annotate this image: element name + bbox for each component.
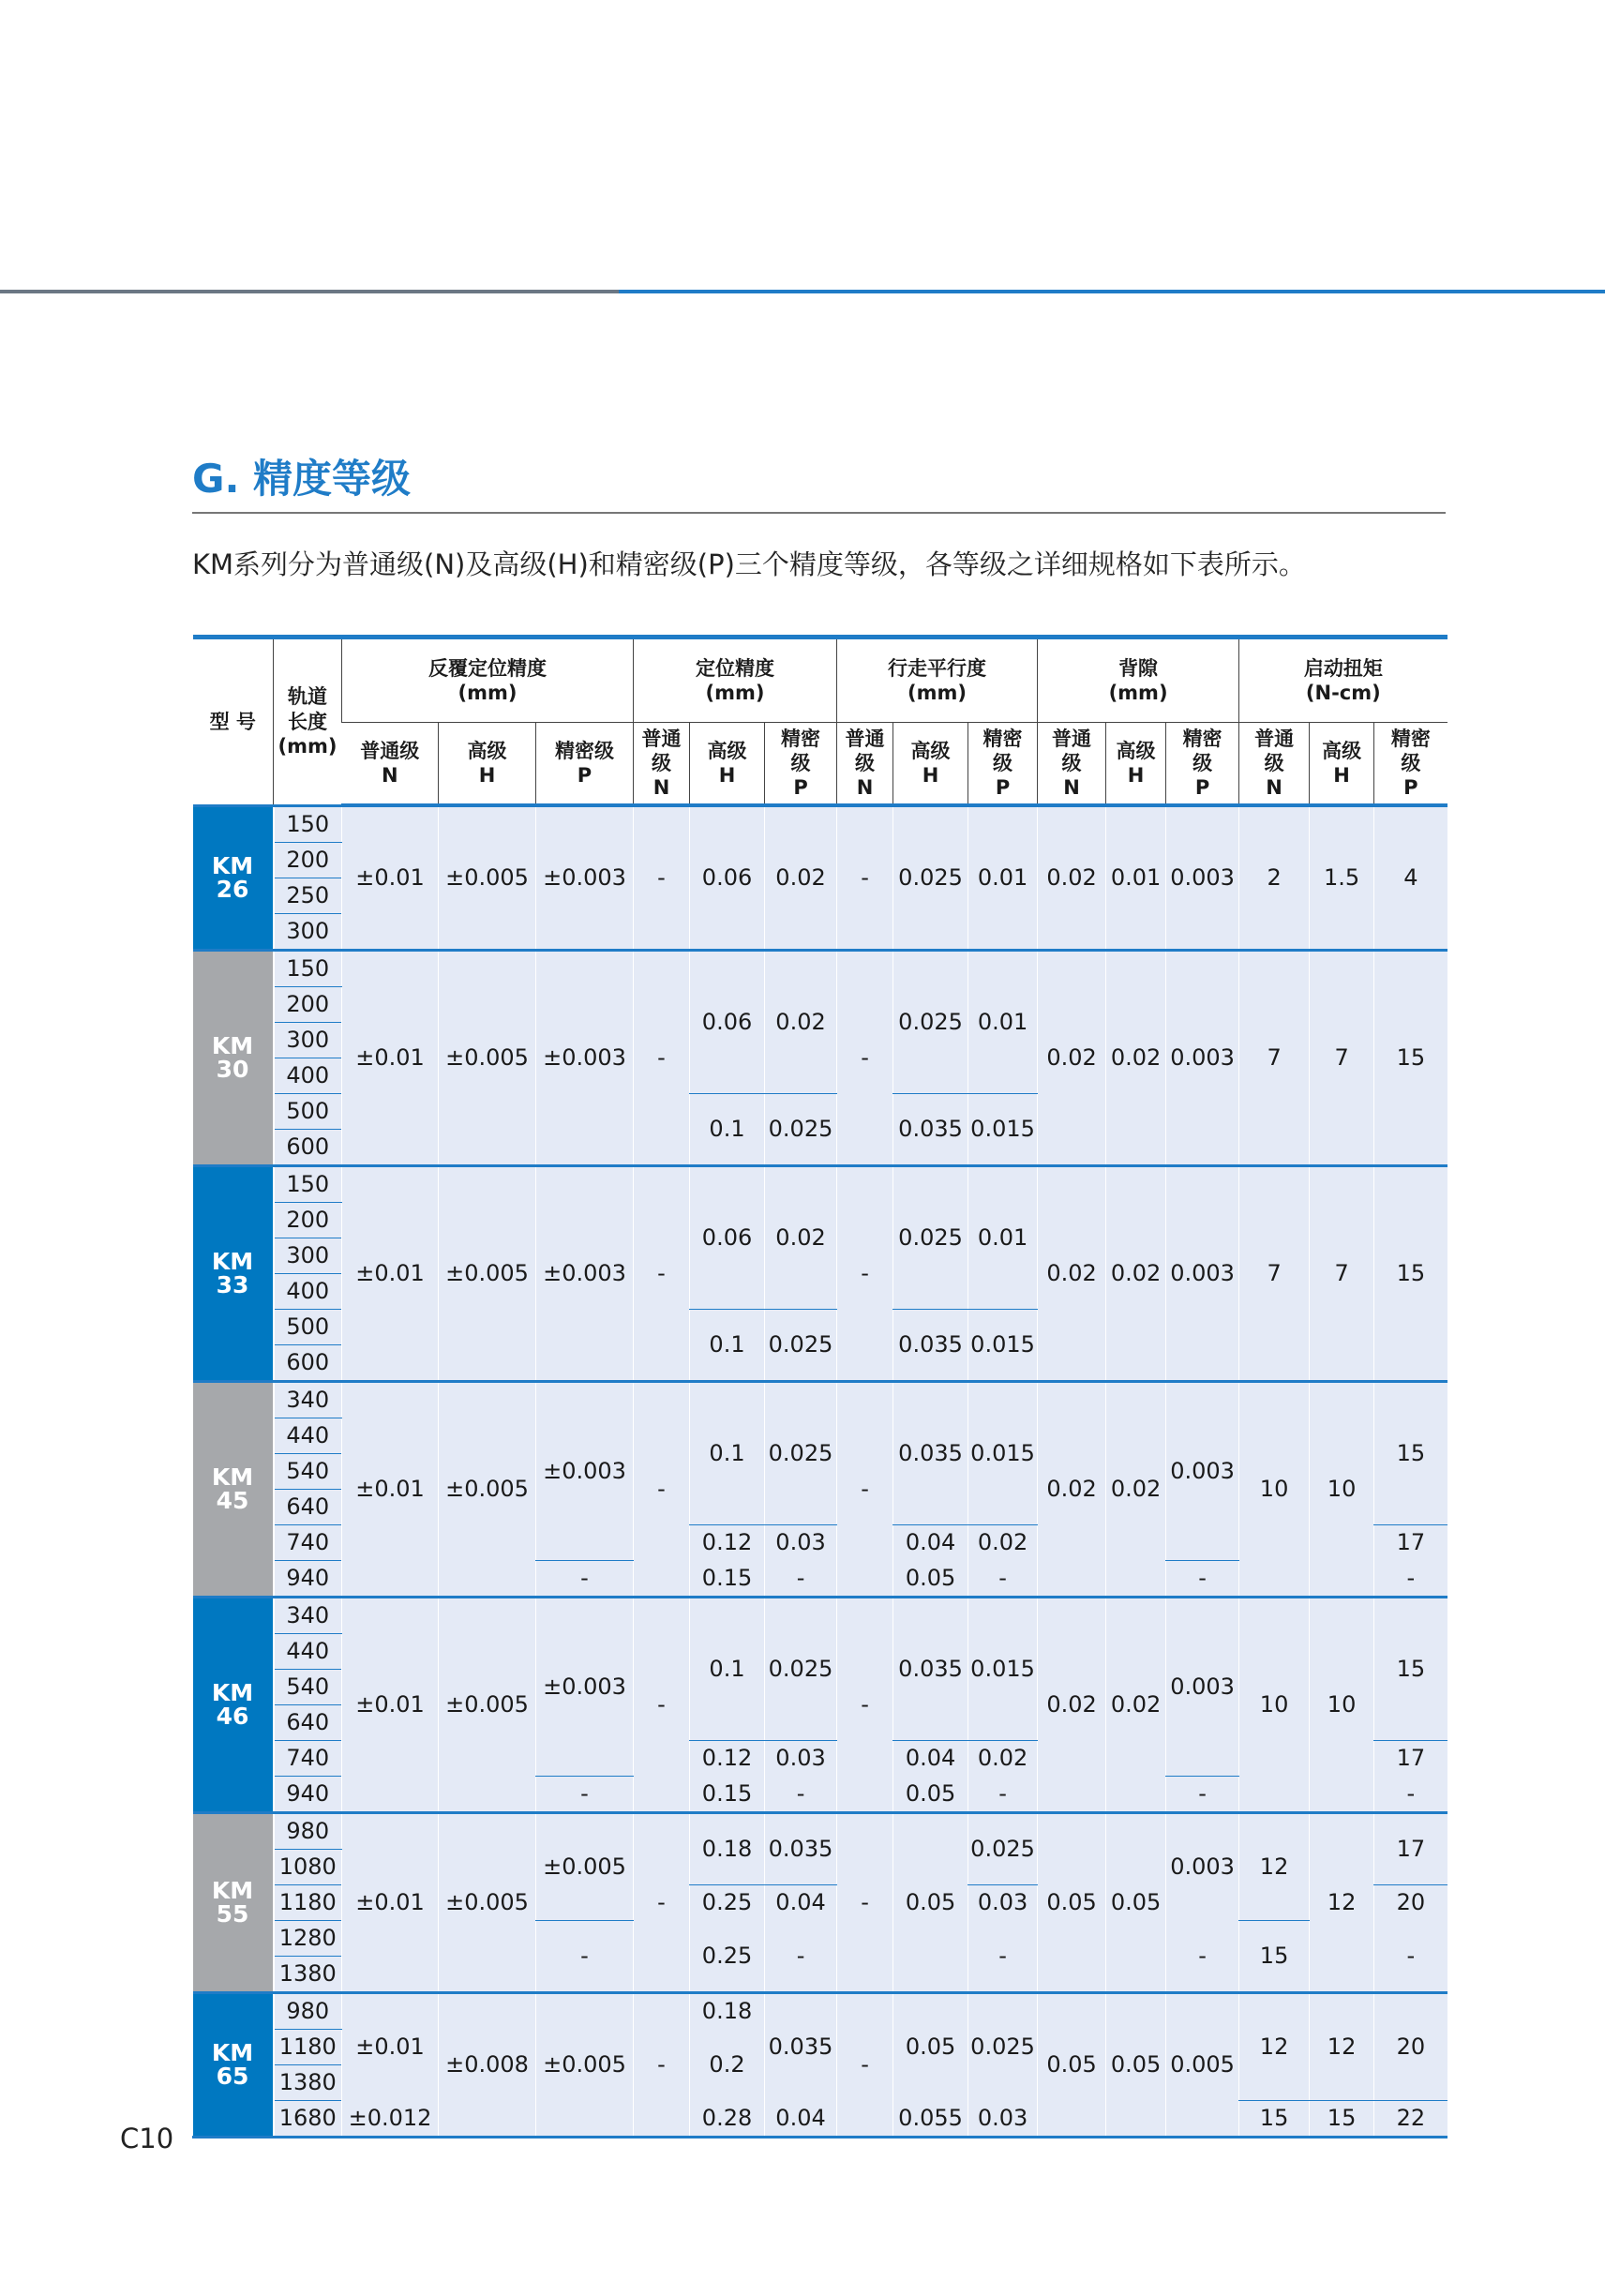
spec-cell: 0.025: [765, 1597, 837, 1740]
spec-cell: 0.035: [765, 1812, 837, 1884]
table-row: [193, 805, 1448, 842]
rail-length-cell: 980: [274, 1992, 342, 2029]
spec-cell: 7: [1239, 950, 1310, 1165]
spec-cell: 0.02: [765, 805, 837, 950]
spec-cell: -: [536, 1920, 634, 1992]
spec-cell: 0.003: [1166, 1812, 1239, 1920]
spec-cell: ±0.01: [342, 805, 439, 950]
rail-length-cell: 540: [274, 1669, 342, 1704]
spec-cell: ±0.003: [536, 950, 634, 1165]
spec-cell: ±0.005: [439, 1597, 536, 1812]
spec-cell: 0.05: [893, 1812, 968, 1992]
table-row: [193, 2100, 1448, 2137]
spec-cell: 0.015: [968, 1597, 1038, 1740]
spec-cell: -: [536, 1776, 634, 1812]
spec-cell: 15: [1374, 950, 1448, 1165]
spec-cell: -: [837, 1381, 893, 1597]
spec-cell: 0.12: [690, 1524, 765, 1560]
rail-length-cell: 250: [274, 878, 342, 913]
model-label: KM 46: [193, 1597, 274, 1812]
header-parallel-p: 精密 级 P: [968, 723, 1038, 806]
rail-length-cell: 300: [274, 1022, 342, 1058]
table-row: [193, 950, 1448, 986]
spec-cell: 0.02: [1106, 1597, 1166, 1812]
accuracy-table: [192, 635, 1448, 2138]
spec-cell: 12: [1310, 1992, 1374, 2100]
spec-cell: 0.035: [765, 1992, 837, 2100]
rail-length-cell: 200: [274, 986, 342, 1022]
rail-length-cell: 1180: [274, 2029, 342, 2064]
spec-cell: 7: [1239, 1165, 1310, 1381]
spec-cell: -: [765, 1560, 837, 1597]
rail-length-cell: 300: [274, 1238, 342, 1273]
spec-cell: ±0.005: [439, 950, 536, 1165]
spec-cell: -: [968, 1560, 1038, 1597]
spec-cell: -: [837, 1992, 893, 2137]
spec-cell: 10: [1239, 1597, 1310, 1812]
spec-cell: 0.02: [1038, 1381, 1106, 1597]
spec-cell: ±0.01: [342, 950, 439, 1165]
spec-cell: 0.02: [765, 1165, 837, 1309]
spec-cell: -: [765, 1920, 837, 1992]
spec-cell: -: [1166, 1776, 1239, 1812]
model-label: KM 65: [193, 1992, 274, 2137]
spec-cell: -: [1374, 1560, 1448, 1597]
spec-cell: 0.035: [893, 1381, 968, 1524]
spec-cell: ±0.01: [342, 1597, 439, 1812]
spec-cell: -: [837, 1597, 893, 1812]
rail-length-cell: 1380: [274, 2064, 342, 2100]
spec-cell: 0.25: [690, 1920, 765, 1992]
header-parallel: 行走平行度 (mm): [837, 638, 1038, 723]
model-label: KM 45: [193, 1381, 274, 1597]
spec-cell: 0.005: [1166, 1992, 1239, 2137]
spec-cell: ±0.003: [536, 805, 634, 950]
header-parallel-h: 高级 H: [893, 723, 968, 806]
header-backlash-n: 普通 级 N: [1038, 723, 1106, 806]
spec-cell: 0.025: [765, 1381, 837, 1524]
spec-cell: ±0.005: [439, 1165, 536, 1381]
spec-cell: 15: [1374, 1381, 1448, 1524]
spec-cell: ±0.01: [342, 1812, 439, 1992]
spec-cell: ±0.01: [342, 1992, 439, 2100]
spec-cell: ±0.005: [439, 1812, 536, 1992]
spec-cell: 0.1: [690, 1093, 765, 1165]
spec-cell: 0.15: [690, 1776, 765, 1812]
header-torque-n: 普通 级 N: [1239, 723, 1310, 806]
spec-cell: 15: [1239, 1920, 1310, 1992]
spec-cell: 0.18: [690, 1992, 765, 2029]
spec-cell: 2: [1239, 805, 1310, 950]
header-position-h: 高级 H: [690, 723, 765, 806]
spec-cell: 0.15: [690, 1560, 765, 1597]
spec-cell: 12: [1239, 1992, 1310, 2100]
header-position: 定位精度 (mm): [634, 638, 837, 723]
rail-length-cell: 340: [274, 1597, 342, 1633]
spec-cell: 0.015: [968, 1093, 1038, 1165]
spec-cell: 0.1: [690, 1309, 765, 1381]
rail-length-cell: 740: [274, 1524, 342, 1560]
model-label: KM 33: [193, 1165, 274, 1381]
spec-cell: -: [536, 1560, 634, 1597]
spec-cell: 0.04: [765, 2100, 837, 2137]
spec-cell: 0.05: [893, 1992, 968, 2100]
spec-cell: 0.003: [1166, 1165, 1239, 1381]
spec-cell: 0.003: [1166, 950, 1239, 1165]
page-number: C10: [120, 2123, 174, 2154]
header-backlash-p: 精密 级 P: [1166, 723, 1239, 806]
table-row: [193, 1992, 1448, 2029]
spec-cell: 15: [1374, 1165, 1448, 1381]
section-title: G. 精度等级: [192, 456, 412, 502]
spec-cell: -: [837, 1812, 893, 1992]
spec-cell: -: [1166, 1560, 1239, 1597]
spec-cell: 15: [1374, 1597, 1448, 1740]
header-model: 型 号: [193, 638, 274, 806]
spec-cell: 10: [1310, 1381, 1374, 1597]
spec-cell: 0.025: [765, 1309, 837, 1381]
spec-cell: 0.28: [690, 2100, 765, 2137]
spec-cell: 0.01: [968, 805, 1038, 950]
rail-length-cell: 200: [274, 842, 342, 878]
rail-length-cell: 600: [274, 1129, 342, 1165]
rail-length-cell: 440: [274, 1418, 342, 1453]
spec-cell: 0.003: [1166, 1597, 1239, 1776]
title-rule: [192, 512, 1446, 514]
spec-cell: ±0.005: [439, 1381, 536, 1597]
spec-cell: 0.025: [968, 1812, 1038, 1884]
header-repeat-h: 高级 H: [439, 723, 536, 806]
spec-cell: 0.06: [690, 805, 765, 950]
rail-length-cell: 150: [274, 1165, 342, 1202]
spec-cell: 0.05: [1038, 1812, 1106, 1992]
spec-cell: -: [1374, 1920, 1448, 1992]
rail-length-cell: 1380: [274, 1956, 342, 1992]
spec-cell: 0.02: [1038, 805, 1106, 950]
spec-cell: 12: [1310, 1812, 1374, 1992]
table-row: [193, 1165, 1448, 1202]
rail-length-cell: 740: [274, 1740, 342, 1776]
spec-cell: -: [634, 1165, 690, 1381]
rail-length-cell: 640: [274, 1489, 342, 1524]
rail-length-cell: 1680: [274, 2100, 342, 2137]
spec-cell: ±0.005: [439, 805, 536, 950]
spec-cell: 0.04: [765, 1884, 837, 1920]
header-position-n: 普通 级 N: [634, 723, 690, 806]
spec-cell: 1.5: [1310, 805, 1374, 950]
spec-cell: 0.02: [1038, 1165, 1106, 1381]
spec-cell: 0.1: [690, 1597, 765, 1740]
spec-cell: 0.04: [893, 1524, 968, 1560]
header-repeat-p: 精密级 P: [536, 723, 634, 806]
header-rail-length: 轨道 长度 (mm): [274, 638, 342, 806]
spec-cell: 0.12: [690, 1740, 765, 1776]
spec-cell: ±0.003: [536, 1381, 634, 1560]
spec-cell: 0.025: [968, 1992, 1038, 2100]
table-row: [193, 1381, 1448, 1418]
spec-cell: 0.02: [1106, 1381, 1166, 1597]
header-backlash-h: 高级 H: [1106, 723, 1166, 806]
spec-cell: 0.02: [1106, 950, 1166, 1165]
rail-length-cell: 1080: [274, 1849, 342, 1884]
spec-cell: ±0.01: [342, 1165, 439, 1381]
spec-cell: 0.025: [893, 950, 968, 1093]
spec-cell: ±0.005: [536, 1992, 634, 2137]
spec-cell: -: [1166, 1920, 1239, 1992]
spec-cell: 10: [1239, 1381, 1310, 1597]
spec-cell: -: [634, 805, 690, 950]
spec-cell: 0.1: [690, 1381, 765, 1524]
header-parallel-n: 普通 级 N: [837, 723, 893, 806]
spec-cell: 15: [1310, 2100, 1374, 2137]
spec-cell: 20: [1374, 1992, 1448, 2100]
spec-cell: 0.035: [893, 1093, 968, 1165]
table-body: [193, 805, 1448, 2138]
model-label: KM 26: [193, 805, 274, 950]
rail-length-cell: 1280: [274, 1920, 342, 1956]
rail-length-cell: 600: [274, 1344, 342, 1381]
rail-length-cell: 300: [274, 913, 342, 950]
spec-cell: -: [634, 1381, 690, 1597]
spec-cell: 4: [1374, 805, 1448, 950]
rail-length-cell: 1180: [274, 1884, 342, 1920]
spec-cell: 0.025: [893, 1165, 968, 1309]
header-backlash: 背隙 (mm): [1038, 638, 1239, 723]
spec-cell: 7: [1310, 1165, 1374, 1381]
rail-length-cell: 640: [274, 1704, 342, 1740]
header-position-p: 精密 级 P: [765, 723, 837, 806]
spec-cell: 0.01: [968, 950, 1038, 1093]
model-label: KM 30: [193, 950, 274, 1165]
spec-cell: ±0.01: [342, 1381, 439, 1597]
spec-cell: 0.01: [968, 1165, 1038, 1309]
spec-cell: -: [634, 1992, 690, 2137]
spec-cell: -: [765, 1776, 837, 1812]
spec-cell: 0.02: [968, 1524, 1038, 1560]
rail-length-cell: 150: [274, 805, 342, 842]
spec-cell: 0.055: [893, 2100, 968, 2137]
spec-cell: -: [968, 1776, 1038, 1812]
header-repeat-n: 普通级 N: [342, 723, 439, 806]
spec-cell: 17: [1374, 1812, 1448, 1884]
spec-cell: 0.035: [893, 1309, 968, 1381]
rail-length-cell: 400: [274, 1273, 342, 1309]
rail-length-cell: 340: [274, 1381, 342, 1418]
spec-cell: 0.2: [690, 2029, 765, 2100]
spec-cell: 0.06: [690, 1165, 765, 1309]
rail-length-cell: 440: [274, 1633, 342, 1669]
spec-cell: 0.035: [893, 1597, 968, 1740]
rail-length-cell: 940: [274, 1776, 342, 1812]
spec-cell: 0.05: [1038, 1992, 1106, 2137]
spec-cell: 0.025: [765, 1093, 837, 1165]
spec-cell: 0.03: [968, 1884, 1038, 1920]
spec-cell: 0.05: [893, 1776, 968, 1812]
spec-cell: 0.02: [968, 1740, 1038, 1776]
model-label: KM 55: [193, 1812, 274, 1992]
spec-cell: 0.02: [1038, 1597, 1106, 1812]
spec-cell: 12: [1239, 1812, 1310, 1920]
spec-cell: 0.01: [1106, 805, 1166, 950]
rail-length-cell: 150: [274, 950, 342, 986]
spec-cell: 20: [1374, 1884, 1448, 1920]
spec-cell: 15: [1239, 2100, 1310, 2137]
spec-cell: -: [634, 1812, 690, 1992]
rail-length-cell: 540: [274, 1453, 342, 1489]
spec-cell: 0.05: [1106, 1992, 1166, 2137]
intro-text: KM系列分为普通级(N)及高级(H)和精密级(P)三个精度等级，各等级之详细规格如下表所示。: [192, 548, 1306, 580]
top-divider: [0, 290, 1605, 293]
header-torque: 启动扭矩 (N-cm): [1239, 638, 1448, 723]
spec-cell: 0.015: [968, 1309, 1038, 1381]
spec-cell: -: [837, 950, 893, 1165]
rail-length-cell: 500: [274, 1309, 342, 1344]
spec-cell: 0.003: [1166, 805, 1239, 950]
header-torque-h: 高级 H: [1310, 723, 1374, 806]
spec-cell: 22: [1374, 2100, 1448, 2137]
rail-length-cell: 940: [274, 1560, 342, 1597]
spec-cell: 0.25: [690, 1884, 765, 1920]
spec-cell: 0.03: [968, 2100, 1038, 2137]
spec-cell: 0.05: [893, 1560, 968, 1597]
table-row: [193, 1597, 1448, 1633]
spec-cell: ±0.008: [439, 1992, 536, 2137]
rail-length-cell: 980: [274, 1812, 342, 1849]
header-repeat: 反覆定位精度 (mm): [342, 638, 634, 723]
spec-cell: 0.015: [968, 1381, 1038, 1524]
spec-cell: 0.025: [893, 805, 968, 950]
spec-cell: -: [837, 805, 893, 950]
spec-cell: 0.18: [690, 1812, 765, 1884]
spec-cell: 0.02: [1106, 1165, 1166, 1381]
spec-cell: -: [634, 950, 690, 1165]
spec-cell: ±0.003: [536, 1165, 634, 1381]
spec-cell: -: [1374, 1776, 1448, 1812]
table-row: [193, 1812, 1448, 1849]
spec-cell: -: [634, 1597, 690, 1812]
spec-cell: ±0.005: [536, 1812, 634, 1920]
rail-length-cell: 200: [274, 1202, 342, 1238]
header-torque-p: 精密 级 P: [1374, 723, 1448, 806]
rail-length-cell: 400: [274, 1058, 342, 1093]
spec-cell: 0.003: [1166, 1381, 1239, 1560]
spec-cell: -: [837, 1165, 893, 1381]
spec-cell: 0.03: [765, 1740, 837, 1776]
spec-cell: 0.02: [1038, 950, 1106, 1165]
spec-cell: 17: [1374, 1524, 1448, 1560]
spec-cell: 0.02: [765, 950, 837, 1093]
spec-cell: -: [968, 1920, 1038, 1992]
spec-cell: ±0.012: [342, 2100, 439, 2137]
spec-cell: ±0.003: [536, 1597, 634, 1776]
spec-cell: 0.04: [893, 1740, 968, 1776]
spec-cell: 7: [1310, 950, 1374, 1165]
spec-cell: 0.06: [690, 950, 765, 1093]
rail-length-cell: 500: [274, 1093, 342, 1129]
spec-cell: 10: [1310, 1597, 1374, 1812]
spec-cell: 0.03: [765, 1524, 837, 1560]
spec-cell: 0.05: [1106, 1812, 1166, 1992]
spec-cell: 17: [1374, 1740, 1448, 1776]
